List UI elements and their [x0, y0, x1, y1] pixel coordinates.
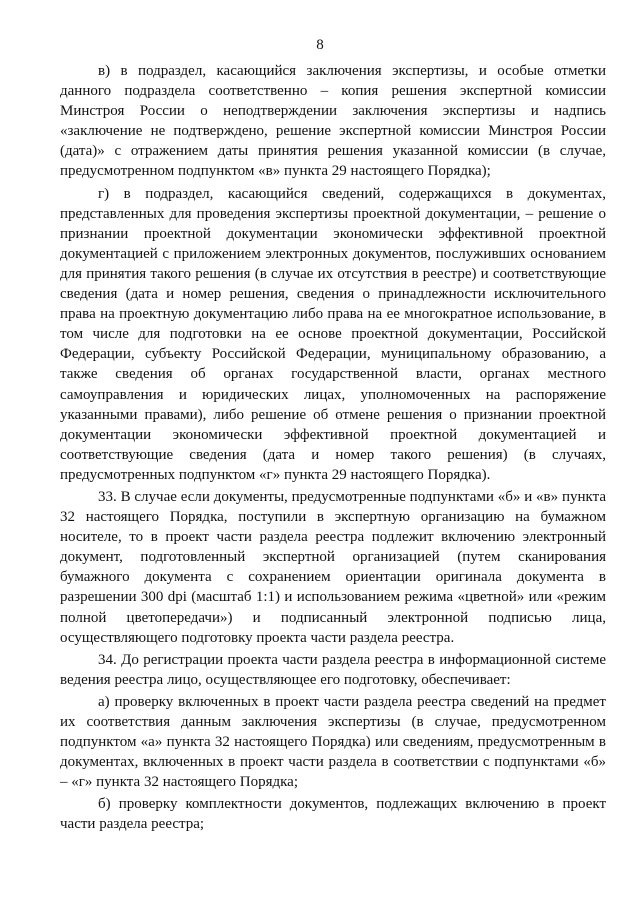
paragraph-item-34-b: б) проверку комплектности документов, подлежащих включению в проект части раздела реестра; — [60, 796, 606, 833]
paragraph-item-34-a: а) проверку включенных в проект части раздела реестра сведений на предмет их соответствия данным заключения экспертизы (в случае, предусмотренном подпунктом «а» пункта 32 настоящего Порядка) или сведениям, предусмотренным в документах, включенных в проект части раздела в соответствии с подпунктами «б» – «г» пункта 32 настоящего Порядка; — [60, 693, 606, 791]
paragraph-item-34: 34. До регистрации проекта части раздела реестра в информационной системе ведения реестра лицо, осуществляющее его подготовку, обеспечивает: — [60, 651, 606, 688]
page-number: 8 — [316, 37, 324, 53]
paragraph-subitem-g: г) в подраздел, касающийся сведений, содержащихся в документах, представленных для проведения экспертизы проектной документации, – решение о признании проектной документации экономически эффективной проектной документацией с приложением электронных документов, послуживших основанием для принятия такого решения (в случае их отсутствия в реестре) и соответствующие сведения (дата и номер решения, сведения о принадлежности исключительного права на проектную документацию либо права на ее многократное использование, в том числе для подготовки на ее основе проектной документации, Российской Федерации, субъекту Российской Федерации, муниципальному образованию, а также сведения об органах государственной власти, органах местного самоуправления и юридических лицах, уполномоченных на распоряжение указанными правами), либо решение об отмене решения о признании проектной документации экономически эффективной проектной документацией и соответствующие сведения (дата и номер такого решения) (в случаях, предусмотренных подпунктом «г» пункта 29 настоящего Порядка). — [60, 185, 606, 483]
document-body — [60, 61, 606, 835]
paragraph-subitem-v: в) в подраздел, касающийся заключения экспертизы, и особые отметки данного подраздела соответственно – копия решения экспертной комиссии Минстроя России о неподтверждении заключения экспертизы и надпись «заключение не подтверждено, решение экспертной комиссии Минстроя России (дата)» с отражением даты принятия решения указанной комиссии (в случае, предусмотренном подпунктом «в» пункта 29 настоящего Порядка); — [60, 63, 606, 180]
paragraph-item-33: 33. В случае если документы, предусмотренные подпунктами «б» и «в» пункта 32 настоящего Порядка, поступили в экспертную организацию на бумажном носителе, то в проект части раздела реестра подлежит включению электронный документ, подготовленный экспертной организацией (путем сканирования бумажного документа с сохранением ориентации оригинала документа в разрешении 300 dpi (масштаб 1:1) и использованием режима «цветной» или «режим полной цветопередачи») и подписанный электронной подписью лица, осуществляющего подготовку проекта части раздела реестра. — [60, 488, 606, 646]
